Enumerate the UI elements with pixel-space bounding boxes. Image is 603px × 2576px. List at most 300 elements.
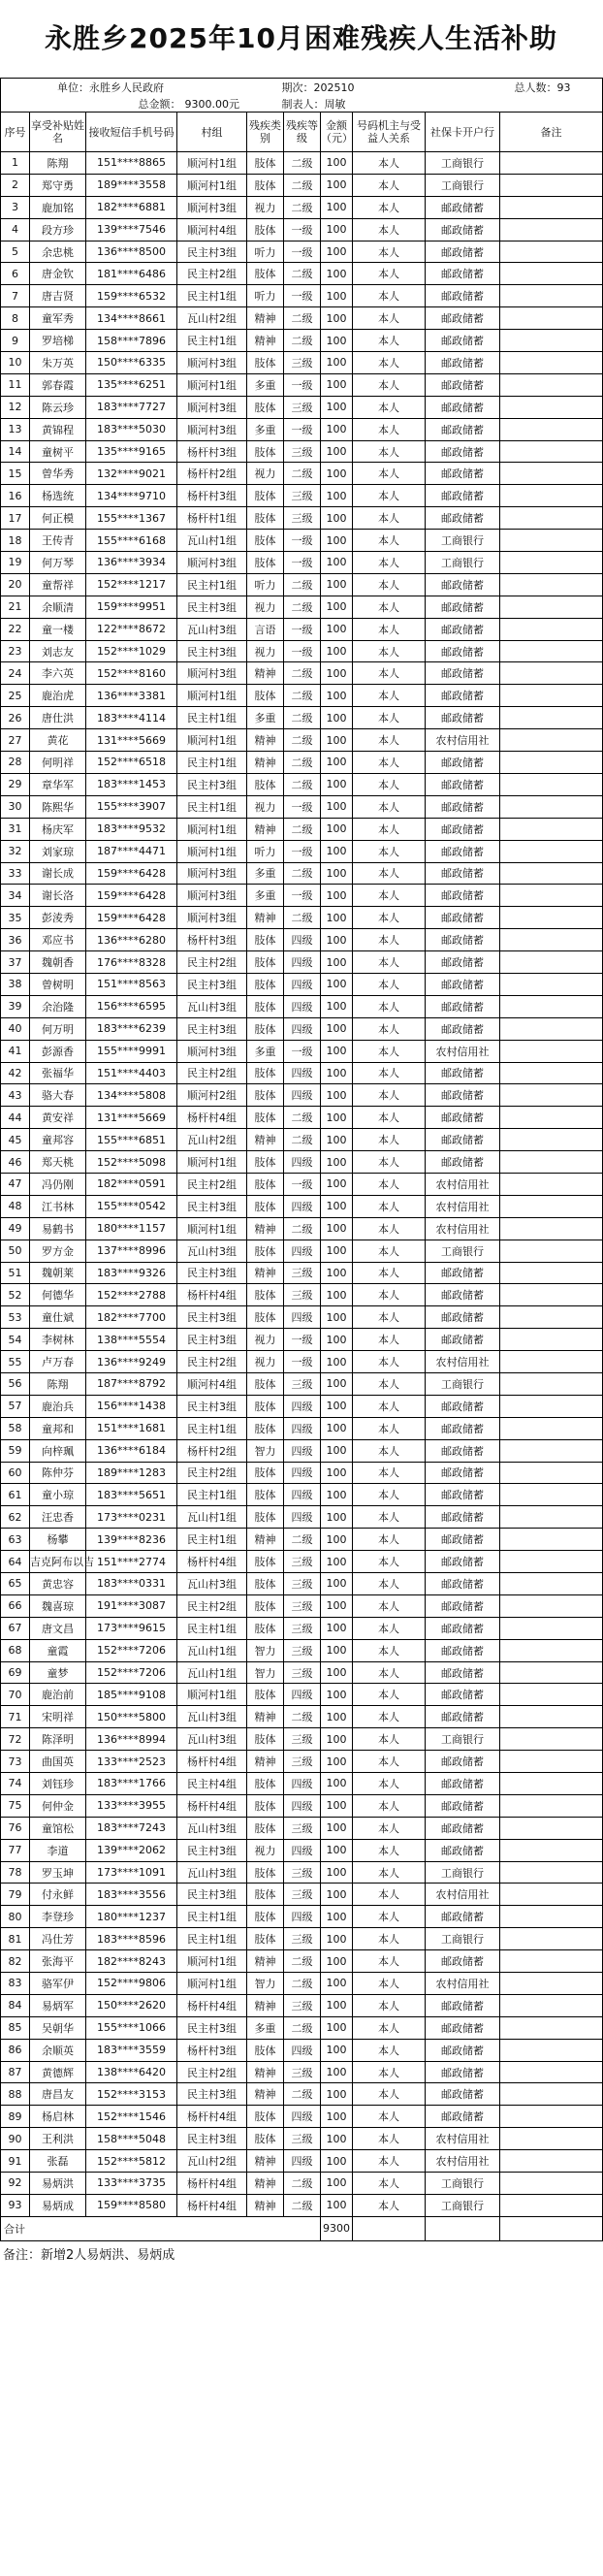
remark [500,1661,603,1684]
beneficiary-name: 章华军 [30,773,86,795]
disability-grade: 二级 [284,707,321,729]
subsidy-amount: 100 [321,418,353,440]
disability-grade: 三级 [284,1751,321,1773]
phone-number: 151****8865 [86,152,177,175]
disability-grade: 四级 [284,973,321,995]
bank-name: 邮政储蓄 [426,1062,500,1084]
beneficiary-name: 陈翔 [30,1372,86,1395]
village-group: 瓦山村3组 [177,1573,247,1595]
remark [500,507,603,530]
disability-type: 肢体 [247,1395,284,1417]
beneficiary-name: 魏朝香 [30,951,86,974]
owner-relation: 本人 [353,307,426,330]
bank-name: 邮政储蓄 [426,507,500,530]
phone-number: 151****8563 [86,973,177,995]
phone-number: 155****0542 [86,1195,177,1217]
bank-name: 邮政储蓄 [426,1817,500,1839]
disability-type: 肢体 [247,685,284,707]
village-group: 顺河村1组 [177,174,247,196]
table-row [1,1084,603,1107]
beneficiary-name: 吉克阿布以吉 [30,1551,86,1573]
village-group: 顺河村2组 [177,1084,247,1107]
remark [500,1594,603,1617]
beneficiary-name: 李树林 [30,1329,86,1351]
col-header-name: 享受补贴姓名 [30,113,86,152]
remark [500,2173,603,2195]
disability-grade: 二级 [284,2083,321,2106]
bank-name: 农村信用社 [426,1040,500,1062]
subsidy-amount: 100 [321,752,353,774]
disability-grade: 一级 [284,373,321,396]
owner-relation: 本人 [353,840,426,862]
row-index: 7 [1,285,30,307]
bank-name: 邮政储蓄 [426,1306,500,1329]
bank-name: 邮政储蓄 [426,485,500,507]
phone-number: 152****6518 [86,752,177,774]
row-index: 55 [1,1351,30,1373]
row-index: 32 [1,840,30,862]
phone-number: 136****3381 [86,685,177,707]
village-group: 民主村1组 [177,573,247,596]
table-row [1,1839,603,1861]
phone-number: 152****5098 [86,1151,177,1174]
village-group: 民主村3组 [177,241,247,263]
beneficiary-name: 宋明祥 [30,1706,86,1728]
remark [500,440,603,463]
phone-number: 183****5651 [86,1484,177,1506]
village-group: 杨杆村3组 [177,929,247,951]
bank-name: 邮政储蓄 [426,818,500,840]
owner-relation: 本人 [353,1462,426,1484]
subsidy-amount: 100 [321,1417,353,1439]
beneficiary-name: 向梓珮 [30,1439,86,1462]
village-group: 民主村1组 [177,1484,247,1506]
remark [500,1884,603,1906]
table-row [1,485,603,507]
table-row [1,1173,603,1195]
subsidy-amount: 100 [321,1329,353,1351]
beneficiary-name: 黄锦程 [30,418,86,440]
village-group: 杨杆村4组 [177,2173,247,2195]
disability-grade: 四级 [284,1506,321,1529]
disability-grade: 三级 [284,1573,321,1595]
disability-grade: 三级 [284,2061,321,2083]
bank-name: 邮政储蓄 [426,707,500,729]
bank-name: 农村信用社 [426,1884,500,1906]
subsidy-amount: 100 [321,463,353,485]
table-row [1,2128,603,2150]
remark [500,596,603,618]
remark [500,218,603,241]
beneficiary-name: 李道 [30,1839,86,1861]
subsidy-amount: 100 [321,1661,353,1684]
beneficiary-name: 童霞 [30,1639,86,1661]
phone-number: 135****6251 [86,373,177,396]
disability-grade: 二级 [284,330,321,352]
village-group: 顺河村1组 [177,1973,247,1995]
beneficiary-name: 刘钰珍 [30,1773,86,1795]
owner-relation: 本人 [353,1529,426,1551]
table-row [1,1040,603,1062]
beneficiary-name: 骆军伊 [30,1973,86,1995]
phone-number: 180****1237 [86,1906,177,1928]
phone-number: 159****6532 [86,285,177,307]
row-index: 27 [1,729,30,752]
phone-number: 152****3153 [86,2083,177,2106]
subsidy-amount: 100 [321,973,353,995]
village-group: 民主村1组 [177,752,247,774]
bank-name: 农村信用社 [426,729,500,752]
beneficiary-name: 童树平 [30,440,86,463]
disability-type: 肢体 [247,1906,284,1928]
remark [500,1794,603,1817]
table-row [1,307,603,330]
subsidy-amount: 100 [321,1284,353,1306]
table-row [1,1395,603,1417]
table-row [1,1151,603,1174]
bank-name: 工商银行 [426,2173,500,2195]
subsidy-amount: 100 [321,618,353,640]
subsidy-amount: 100 [321,1817,353,1839]
beneficiary-name: 何明祥 [30,752,86,774]
subsidy-amount: 100 [321,573,353,596]
village-group: 民主村1组 [177,707,247,729]
remark [500,1728,603,1751]
owner-relation: 本人 [353,330,426,352]
disability-grade: 一级 [284,552,321,574]
beneficiary-name: 易炳洪 [30,2173,86,2195]
disability-grade: 三级 [284,1551,321,1573]
disability-grade: 四级 [284,1240,321,1262]
bank-name: 邮政储蓄 [426,1395,500,1417]
owner-relation: 本人 [353,373,426,396]
village-group: 瓦山村1组 [177,1661,247,1684]
phone-number: 136****9249 [86,1351,177,1373]
subsidy-amount: 100 [321,1639,353,1661]
owner-relation: 本人 [353,507,426,530]
row-index: 69 [1,1661,30,1684]
subsidy-amount: 100 [321,2016,353,2039]
owner-relation: 本人 [353,2016,426,2039]
owner-relation: 本人 [353,1773,426,1795]
village-group: 瓦山村3组 [177,1706,247,1728]
subsidy-amount: 100 [321,1728,353,1751]
bank-name: 工商银行 [426,1728,500,1751]
disability-grade: 二级 [284,196,321,218]
village-group: 瓦山村3组 [177,1861,247,1884]
disability-grade: 一级 [284,530,321,552]
row-index: 50 [1,1240,30,1262]
table-row [1,995,603,1017]
remark [500,1395,603,1417]
village-group: 瓦山村1组 [177,1506,247,1529]
row-index: 88 [1,2083,30,2106]
row-index: 90 [1,2128,30,2150]
table-row [1,885,603,907]
bank-name: 邮政储蓄 [426,1950,500,1973]
beneficiary-name: 黄安祥 [30,1107,86,1129]
owner-relation: 本人 [353,440,426,463]
village-group: 民主村3组 [177,1017,247,1040]
bank-name: 邮政储蓄 [426,640,500,662]
table-row [1,152,603,175]
remark [500,1151,603,1174]
table-row [1,795,603,818]
row-index: 22 [1,618,30,640]
village-group: 杨杆村4组 [177,1994,247,2016]
remark [500,1195,603,1217]
phone-number: 134****9710 [86,485,177,507]
table-row [1,1195,603,1217]
remark [500,2039,603,2061]
col-header-village: 村组 [177,113,247,152]
bank-name: 邮政储蓄 [426,618,500,640]
row-index: 58 [1,1417,30,1439]
row-index: 2 [1,174,30,196]
remark [500,773,603,795]
disability-grade: 二级 [284,818,321,840]
beneficiary-name: 童梦 [30,1661,86,1684]
remark [500,929,603,951]
subsidy-amount: 100 [321,2061,353,2083]
subsidy-amount: 100 [321,507,353,530]
disability-type: 智力 [247,1973,284,1995]
village-group: 杨杆村1组 [177,507,247,530]
beneficiary-name: 童帮祥 [30,573,86,596]
beneficiary-name: 陈熙华 [30,795,86,818]
remark [500,1017,603,1040]
subsidy-amount: 100 [321,440,353,463]
bank-name: 农村信用社 [426,2150,500,2173]
table-row [1,1639,603,1661]
remark [500,1906,603,1928]
row-index: 40 [1,1017,30,1040]
col-header-index: 序号 [1,113,30,152]
village-group: 顺河村3组 [177,885,247,907]
disability-grade: 一级 [284,885,321,907]
bank-name: 邮政储蓄 [426,1594,500,1617]
table-row [1,1594,603,1617]
bank-name: 邮政储蓄 [426,951,500,974]
row-index: 45 [1,1129,30,1151]
owner-relation: 本人 [353,862,426,885]
remark [500,862,603,885]
disability-type: 智力 [247,1639,284,1661]
row-index: 18 [1,530,30,552]
owner-relation: 本人 [353,596,426,618]
disability-type: 肢体 [247,218,284,241]
table-row [1,1351,603,1373]
row-index: 9 [1,330,30,352]
owner-relation: 本人 [353,1329,426,1351]
row-index: 4 [1,218,30,241]
table-row [1,1928,603,1950]
beneficiary-name: 李登珍 [30,1906,86,1928]
disability-type: 肢体 [247,485,284,507]
owner-relation: 本人 [353,1129,426,1151]
col-header-relation: 号码机主与受益人关系 [353,113,426,152]
row-index: 71 [1,1706,30,1728]
table-row [1,1551,603,1573]
remark [500,2128,603,2150]
row-index: 3 [1,196,30,218]
village-group: 杨杆村4组 [177,1551,247,1573]
row-index: 38 [1,973,30,995]
remark [500,396,603,418]
subsidy-amount: 100 [321,1306,353,1329]
bank-name: 邮政储蓄 [426,1617,500,1639]
disability-grade: 四级 [284,2106,321,2128]
phone-number: 155****1066 [86,2016,177,2039]
disability-type: 肢体 [247,396,284,418]
village-group: 瓦山村2组 [177,2150,247,2173]
bank-name: 邮政储蓄 [426,1994,500,2016]
row-index: 20 [1,573,30,596]
header-row [1,113,603,152]
subsidy-amount: 100 [321,196,353,218]
owner-relation: 本人 [353,285,426,307]
remark [500,1706,603,1728]
disability-type: 肢体 [247,1372,284,1395]
village-group: 杨杆村4组 [177,1107,247,1129]
bank-name: 邮政储蓄 [426,1639,500,1661]
table-row [1,196,603,218]
row-index: 63 [1,1529,30,1551]
phone-number: 151****2774 [86,1551,177,1573]
disability-type: 多重 [247,885,284,907]
subsidy-amount: 100 [321,1529,353,1551]
row-index: 85 [1,2016,30,2039]
beneficiary-name: 童邦和 [30,1417,86,1439]
disability-type: 智力 [247,1439,284,1462]
row-index: 73 [1,1751,30,1773]
village-group: 顺河村1组 [177,1217,247,1240]
beneficiary-name: 罗培梯 [30,330,86,352]
table-row [1,263,603,285]
remark [500,907,603,929]
remark [500,973,603,995]
remark [500,1973,603,1995]
disability-grade: 四级 [284,951,321,974]
owner-relation: 本人 [353,263,426,285]
phone-number: 183****5030 [86,418,177,440]
remark [500,1617,603,1639]
remark [500,1639,603,1661]
row-index: 68 [1,1639,30,1661]
remark [500,840,603,862]
row-index: 61 [1,1484,30,1506]
village-group: 民主村1组 [177,1529,247,1551]
owner-relation: 本人 [353,795,426,818]
village-group: 杨杆村4组 [177,1284,247,1306]
row-index: 41 [1,1040,30,1062]
village-group: 民主村1组 [177,795,247,818]
subsidy-amount: 100 [321,1040,353,1062]
owner-relation: 本人 [353,1817,426,1839]
owner-relation: 本人 [353,1484,426,1506]
remark [500,1573,603,1595]
subsidy-amount: 100 [321,1395,353,1417]
phone-number: 131****5669 [86,729,177,752]
remark [500,1484,603,1506]
row-index: 57 [1,1395,30,1417]
row-index: 44 [1,1107,30,1129]
bank-name: 邮政储蓄 [426,1329,500,1351]
row-index: 19 [1,552,30,574]
beneficiary-name: 罗方金 [30,1240,86,1262]
period-label: 期次：202510 [281,80,355,94]
disability-grade: 四级 [284,1084,321,1107]
beneficiary-name: 邓应书 [30,929,86,951]
remark [500,485,603,507]
subsidy-amount: 100 [321,1484,353,1506]
table-row [1,241,603,263]
disability-type: 肢体 [247,773,284,795]
bank-name: 邮政储蓄 [426,1151,500,1174]
row-index: 66 [1,1594,30,1617]
disability-type: 肢体 [247,440,284,463]
table-row [1,1794,603,1817]
unit-label: 单位：永胜乡人民政府 [57,80,164,94]
disability-grade: 三级 [284,352,321,374]
disability-type: 视力 [247,795,284,818]
village-group: 民主村3组 [177,1195,247,1217]
owner-relation: 本人 [353,218,426,241]
owner-relation: 本人 [353,552,426,574]
row-index: 93 [1,2194,30,2216]
disability-grade: 三级 [284,1262,321,1284]
row-index: 25 [1,685,30,707]
subsidy-amount: 100 [321,773,353,795]
disability-type: 多重 [247,418,284,440]
subsidy-amount: 100 [321,707,353,729]
disability-type: 肢体 [247,1084,284,1107]
row-index: 34 [1,885,30,907]
disability-grade: 四级 [284,995,321,1017]
remark [500,1040,603,1062]
owner-relation: 本人 [353,685,426,707]
phone-number: 182****8243 [86,1950,177,1973]
info-block [0,78,603,112]
owner-relation: 本人 [353,530,426,552]
table-row [1,1372,603,1395]
phone-number: 183****1453 [86,773,177,795]
village-group: 顺河村3组 [177,662,247,685]
bank-name: 邮政储蓄 [426,1129,500,1151]
remark [500,573,603,596]
remark [500,373,603,396]
village-group: 顺河村1组 [177,840,247,862]
disability-grade: 三级 [284,1728,321,1751]
disability-type: 视力 [247,1329,284,1351]
disability-type: 精神 [247,729,284,752]
table-row [1,285,603,307]
subsidy-amount: 100 [321,1262,353,1284]
subsidy-amount: 100 [321,1617,353,1639]
row-index: 16 [1,485,30,507]
row-index: 89 [1,2106,30,2128]
village-group: 民主村2组 [177,1173,247,1195]
row-index: 11 [1,373,30,396]
owner-relation: 本人 [353,1395,426,1417]
subsidy-amount: 100 [321,2173,353,2195]
owner-relation: 本人 [353,729,426,752]
table-row [1,1973,603,1995]
phone-number: 136****6184 [86,1439,177,1462]
bank-name: 邮政储蓄 [426,1706,500,1728]
remark [500,1217,603,1240]
table-row [1,1107,603,1129]
